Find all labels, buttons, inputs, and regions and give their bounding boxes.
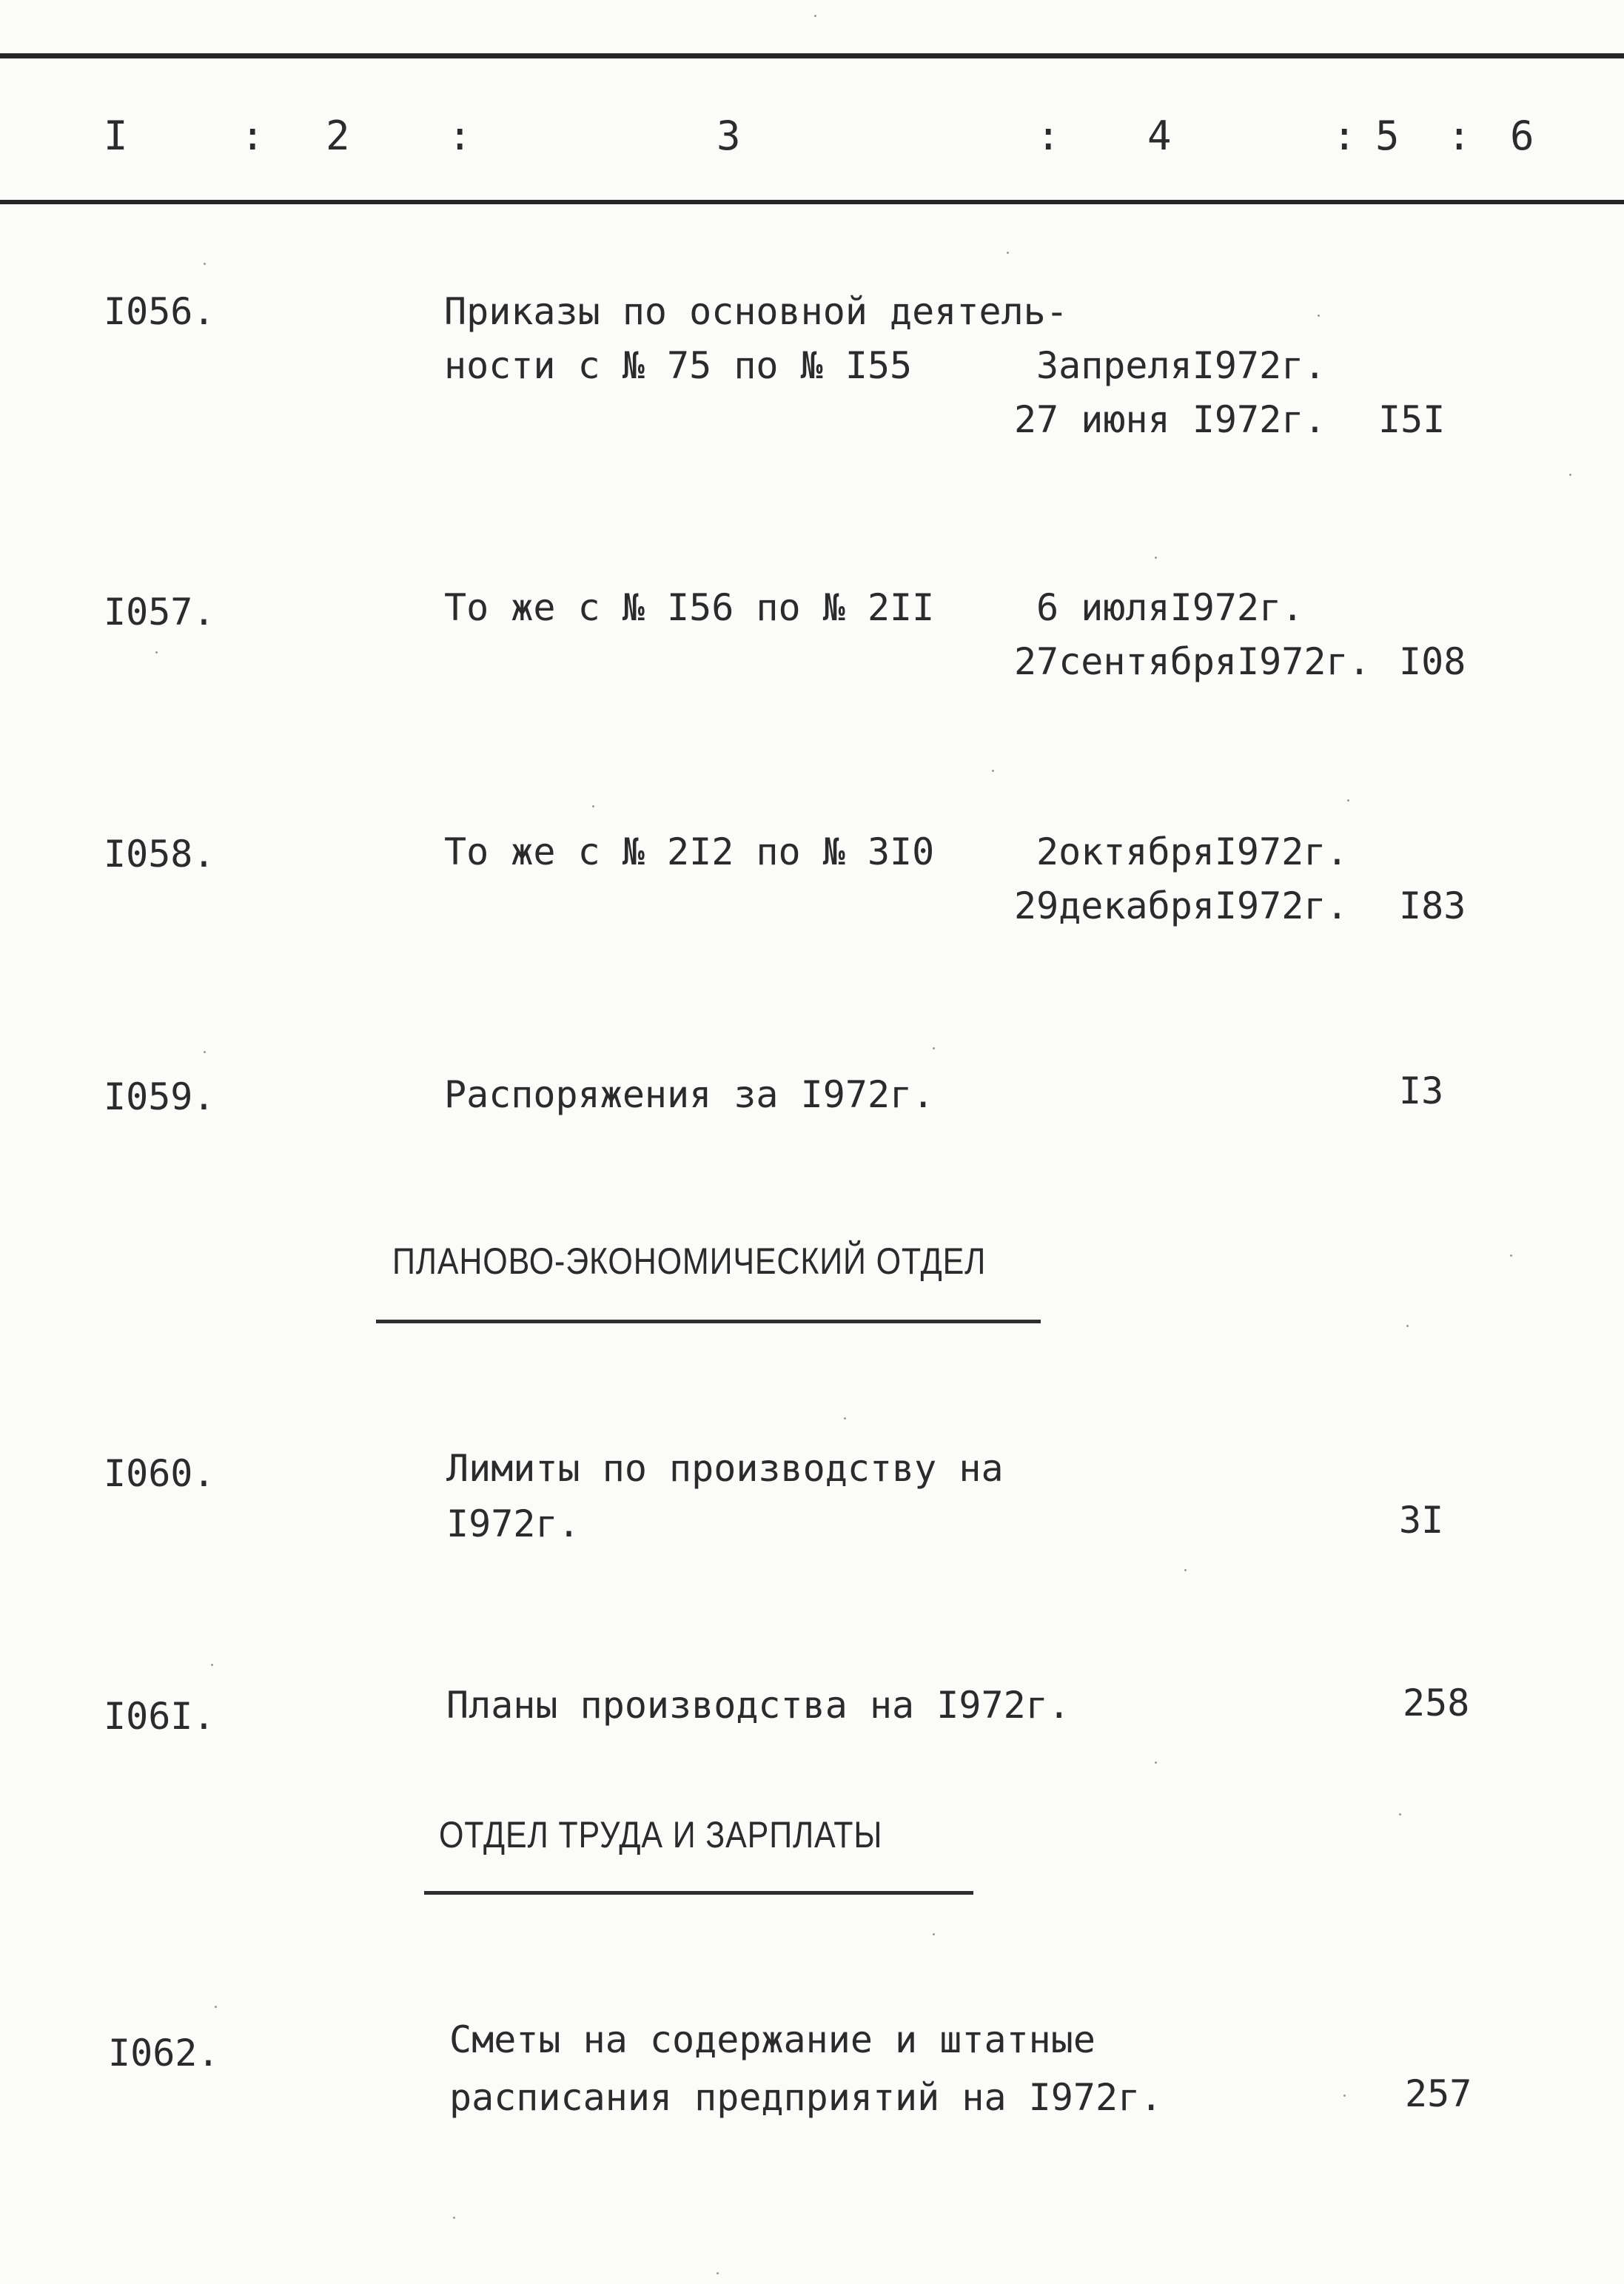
entry-number: I058. (104, 833, 215, 876)
column-separator: : (1332, 112, 1357, 159)
scan-speck (1347, 799, 1349, 802)
entry-title-line: Лимиты по производству на (446, 1447, 1004, 1490)
section-underline (424, 1891, 973, 1895)
entry-number: I06I. (104, 1695, 215, 1738)
column-separator: : (241, 112, 265, 159)
scan-speck (1510, 1254, 1512, 1257)
column-3-header: 3 (717, 112, 741, 159)
scan-speck (155, 651, 158, 654)
entry-date-start: ЗапреляI972г. (1036, 344, 1326, 387)
entry-sheet-count: I83 (1399, 884, 1466, 927)
scan-speck (453, 2217, 455, 2219)
entry-date-end: 27сентябряI972г. (1014, 640, 1371, 683)
entry-title-line: То же с № 2I2 по № 3I0 (444, 830, 935, 873)
scan-speck (1399, 1813, 1401, 1816)
entry-title-line: расписания предприятий на I972г. (449, 2076, 1163, 2119)
scan-speck (1406, 1325, 1409, 1327)
column-6-header: 6 (1510, 112, 1534, 159)
scan-speck (1155, 557, 1157, 559)
section-title: ОТДЕЛ ТРУДА И ЗАРПЛАТЫ (439, 1814, 883, 1855)
entry-number: I062. (108, 2032, 220, 2075)
entry-title-line: Распоряжения за I972г. (444, 1073, 935, 1116)
entry-number: I060. (104, 1452, 215, 1495)
column-4-header: 4 (1147, 112, 1172, 159)
header-top-rule (0, 53, 1624, 58)
scan-speck (717, 2272, 719, 2274)
scan-speck (933, 1047, 935, 1049)
scan-speck (992, 770, 994, 772)
scan-speck (844, 1417, 846, 1420)
scan-speck (933, 1933, 935, 1935)
entry-sheet-count: 258 (1403, 1682, 1470, 1724)
entry-title-line: Приказы по основной деятель- (444, 290, 1068, 333)
entry-sheet-count: 257 (1405, 2072, 1472, 2115)
column-separator: : (448, 112, 472, 159)
entry-date-start: 6 июляI972г. (1036, 586, 1304, 629)
entry-number: I059. (104, 1075, 215, 1118)
scan-speck (211, 1664, 213, 1666)
entry-date-start: 2октябряI972г. (1036, 830, 1349, 873)
entry-title-line: То же с № I56 по № 2II (444, 586, 935, 629)
entry-title-line: ности с № 75 по № I55 (444, 344, 913, 387)
column-1-header: I (104, 112, 128, 159)
header-bottom-rule (0, 200, 1624, 204)
entry-title-line: Сметы на содержание и штатные (449, 2018, 1095, 2061)
entry-title-line: Планы производства на I972г. (446, 1684, 1070, 1727)
scan-speck (1343, 2095, 1346, 2097)
scan-speck (592, 805, 594, 807)
entry-date-end: 29декабряI972г. (1014, 884, 1349, 927)
column-2-header: 2 (326, 112, 350, 159)
scan-speck (1155, 1761, 1157, 1764)
entry-sheet-count: I08 (1399, 640, 1466, 683)
scan-speck (204, 263, 206, 265)
entry-sheet-count: 3I (1399, 1499, 1444, 1542)
scan-speck (215, 2006, 217, 2008)
section-underline (376, 1320, 1041, 1323)
scan-speck (814, 15, 816, 17)
entry-date-end: 27 июня I972г. (1014, 398, 1326, 441)
scan-speck (204, 1051, 206, 1053)
section-title: ПЛАНОВО-ЭКОНОМИЧЕСКИЙ ОТДЕЛ (392, 1240, 987, 1282)
entry-sheet-count: I5I (1378, 398, 1446, 441)
entry-number: I056. (104, 290, 215, 333)
scan-speck (1184, 1569, 1187, 1571)
scan-speck (1007, 252, 1009, 254)
entry-sheet-count: I3 (1399, 1069, 1444, 1112)
scan-speck (1569, 474, 1571, 476)
entry-number: I057. (104, 591, 215, 634)
scan-speck (1318, 315, 1320, 317)
column-separator: : (1036, 112, 1061, 159)
column-5-header: 5 (1375, 112, 1400, 159)
column-separator: : (1447, 112, 1472, 159)
entry-title-line: I972г. (446, 1502, 580, 1545)
